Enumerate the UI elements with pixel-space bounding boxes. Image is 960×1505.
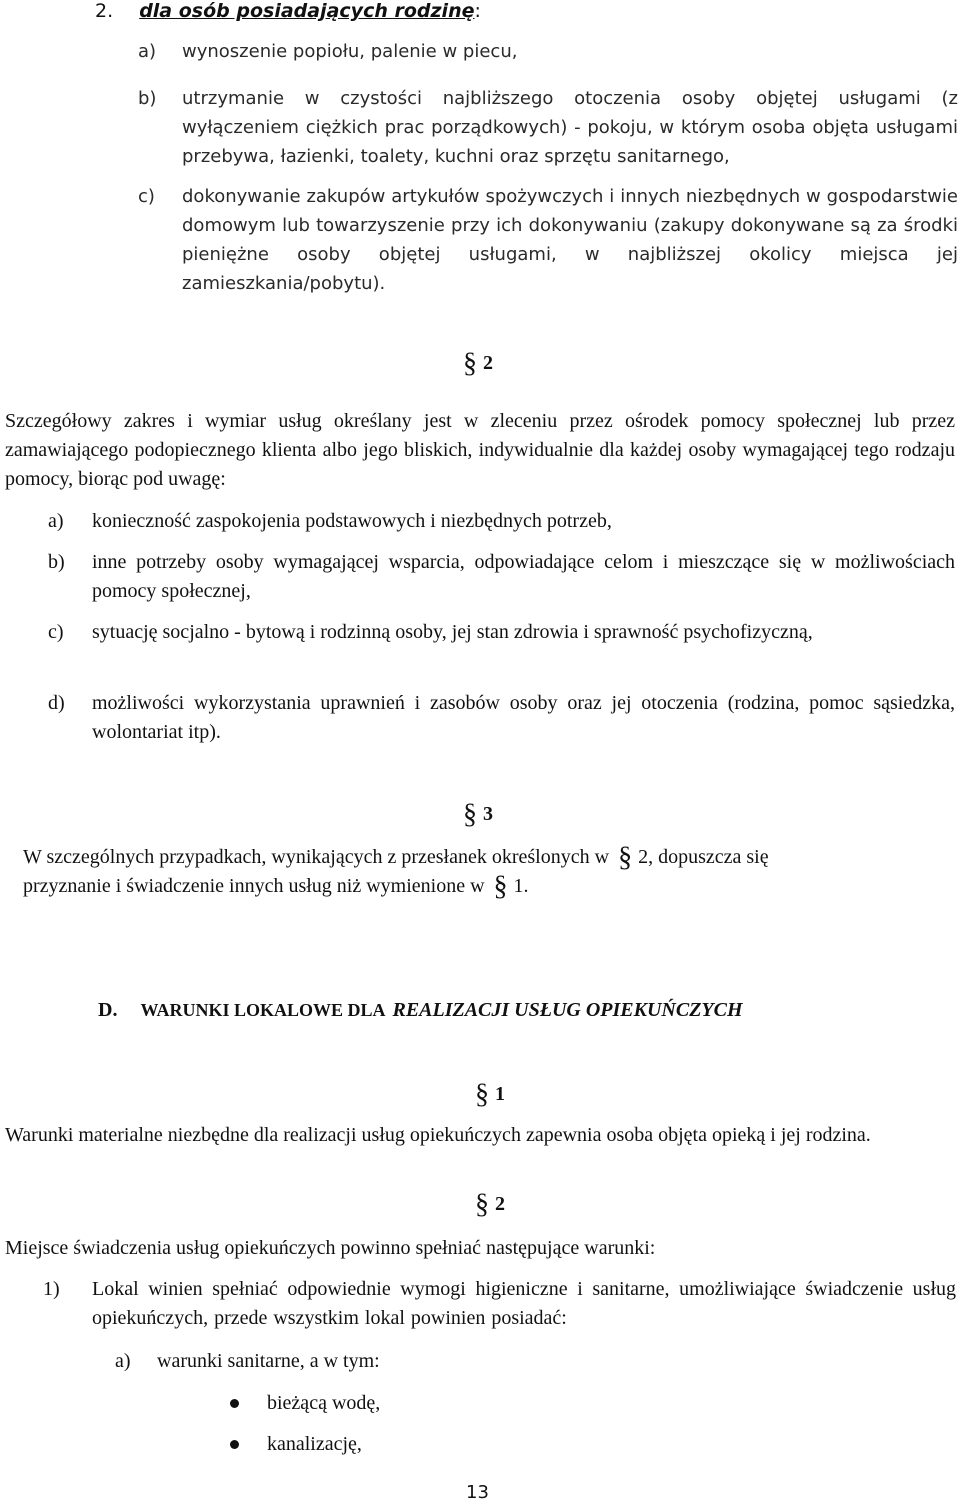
section-3-line-2 [23,872,958,901]
section-3-line-1 [23,843,958,872]
section-2-item-a-letter: a) [48,510,64,532]
section-d2-number: 2 [495,1193,505,1215]
top-heading [95,0,481,26]
bullet-icon [230,1440,239,1449]
section-d1-text: Warunki materialne niezbędne dla realizacji usług opiekuńczych zapewnia osoba objęta opieką i jej rodzina. [5,1124,871,1146]
section-d2-item-1-text: Lokal winien spełniać odpowiednie wymogi higieniczne i sanitarne, umożliwiające świadczenie usług opiekuńczych, przede wszystkim lokal powinien posiadać: [92,1278,956,1329]
section-d1-number: 1 [495,1083,505,1105]
section-symbol: § [475,1189,489,1220]
top-heading-colon: : [474,0,481,22]
section-2-item-b-text: inne potrzeby osoby wymagającej wsparcia, odpowiadające celom i mieszczące się w możliwościach pomocy społecznej, [92,551,955,602]
section-3-text-b: przyznanie i świadczenie innych usług niż wymienione w [23,875,485,897]
section-symbol: § [475,1079,489,1110]
section-d2-sub-a-letter: a) [115,1350,131,1372]
top-item-c-letter: c) [138,186,155,207]
top-item-b-letter: b) [138,88,157,109]
top-heading-title: dla osób posiadających rodzinę [139,0,475,22]
section-2-item-d-text: możliwości wykorzystania uprawnień i zasobów osoby oraz jej otoczenia (rodzina, pomoc sąsiedzka, wolontariat itp). [92,692,955,743]
section-d2-bullet-1: bieżącą wodę, [267,1392,381,1414]
section-symbol: § [618,842,633,873]
section-d2-intro: Miejsce świadczenia usług opiekuńczych powinno spełniać następujące warunki: [5,1237,656,1259]
section-d2-bullet-2: kanalizację, [267,1433,362,1455]
bullet-icon [230,1399,239,1408]
section-3-text-a: W szczególnych przypadkach, wynikających z przesłanek określonych w [23,846,610,868]
section-d-title-a: WARUNKI LOKALOWE DLA [140,1000,386,1020]
section-2-number: 2 [483,352,493,374]
section-symbol: § [463,348,477,379]
top-item-a-text: wynoszenie popiołu, palenie w piecu, [182,41,518,62]
section-symbol: § [463,799,477,830]
section-d-title-b: REALIZACJI USŁUG OPIEKUŃCZYCH [392,999,743,1021]
section-2-item-d-letter: d) [48,692,65,714]
section-d1-heading [475,1080,505,1109]
section-symbol: § [493,871,508,902]
section-2-item-c-text: sytuację socjalno - bytową i rodzinną osoby, jej stan zdrowia i sprawność psychofizyczną, [92,621,813,643]
section-2-item-b-letter: b) [48,551,65,573]
section-d-letter: D. [98,999,118,1021]
section-2-heading [463,349,493,378]
page-number: 13 [466,1482,489,1503]
top-item-a-letter: a) [138,41,157,62]
section-2-intro: Szczegółowy zakres i wymiar usług określany jest w zleceniu przez ośrodek pomocy społecznej lub przez zamawiającego podopiecznego klienta albo jego bliskich, indywidualnie dla każdej osoby wymagającej tego rodzaju pomocy, biorąc pod uwagę: [5,410,955,490]
section-2-item-c-letter: c) [48,621,64,643]
section-d2-item-1-number: 1) [43,1278,60,1300]
top-heading-number: 2. [95,0,114,22]
section-d2-sub-a-text: warunki sanitarne, a w tym: [157,1350,380,1372]
section-d-heading [98,996,743,1025]
section-3-heading [463,800,493,829]
section-d2-heading [475,1190,505,1219]
top-item-c-text: dokonywanie zakupów artykułów spożywczych i innych niezbędnych w gospodarstwie domowym lub towarzyszenie przy ich dokonywaniu (zakupy dokonywane są za środki pieniężne osoby objętej usługami, w najbliższej okolicy miejsca jej zamieszkania/pobytu). [182,186,958,294]
section-2-item-a-text: konieczność zaspokojenia podstawowych i niezbędnych potrzeb, [92,510,612,532]
section-3-ref-1: 2, dopuszcza się [638,846,769,868]
section-3-number: 3 [483,803,493,825]
section-3-ref-2: 1. [513,875,529,897]
top-item-b-text: utrzymanie w czystości najbliższego otoczenia osoby objętej usługami (z wyłączeniem ciężkich prac porządkowych) - pokoju, w którym osoba objęta usługami przebywa, łazienki, toalety, kuchni oraz sprzętu sanitarnego, [182,88,958,167]
